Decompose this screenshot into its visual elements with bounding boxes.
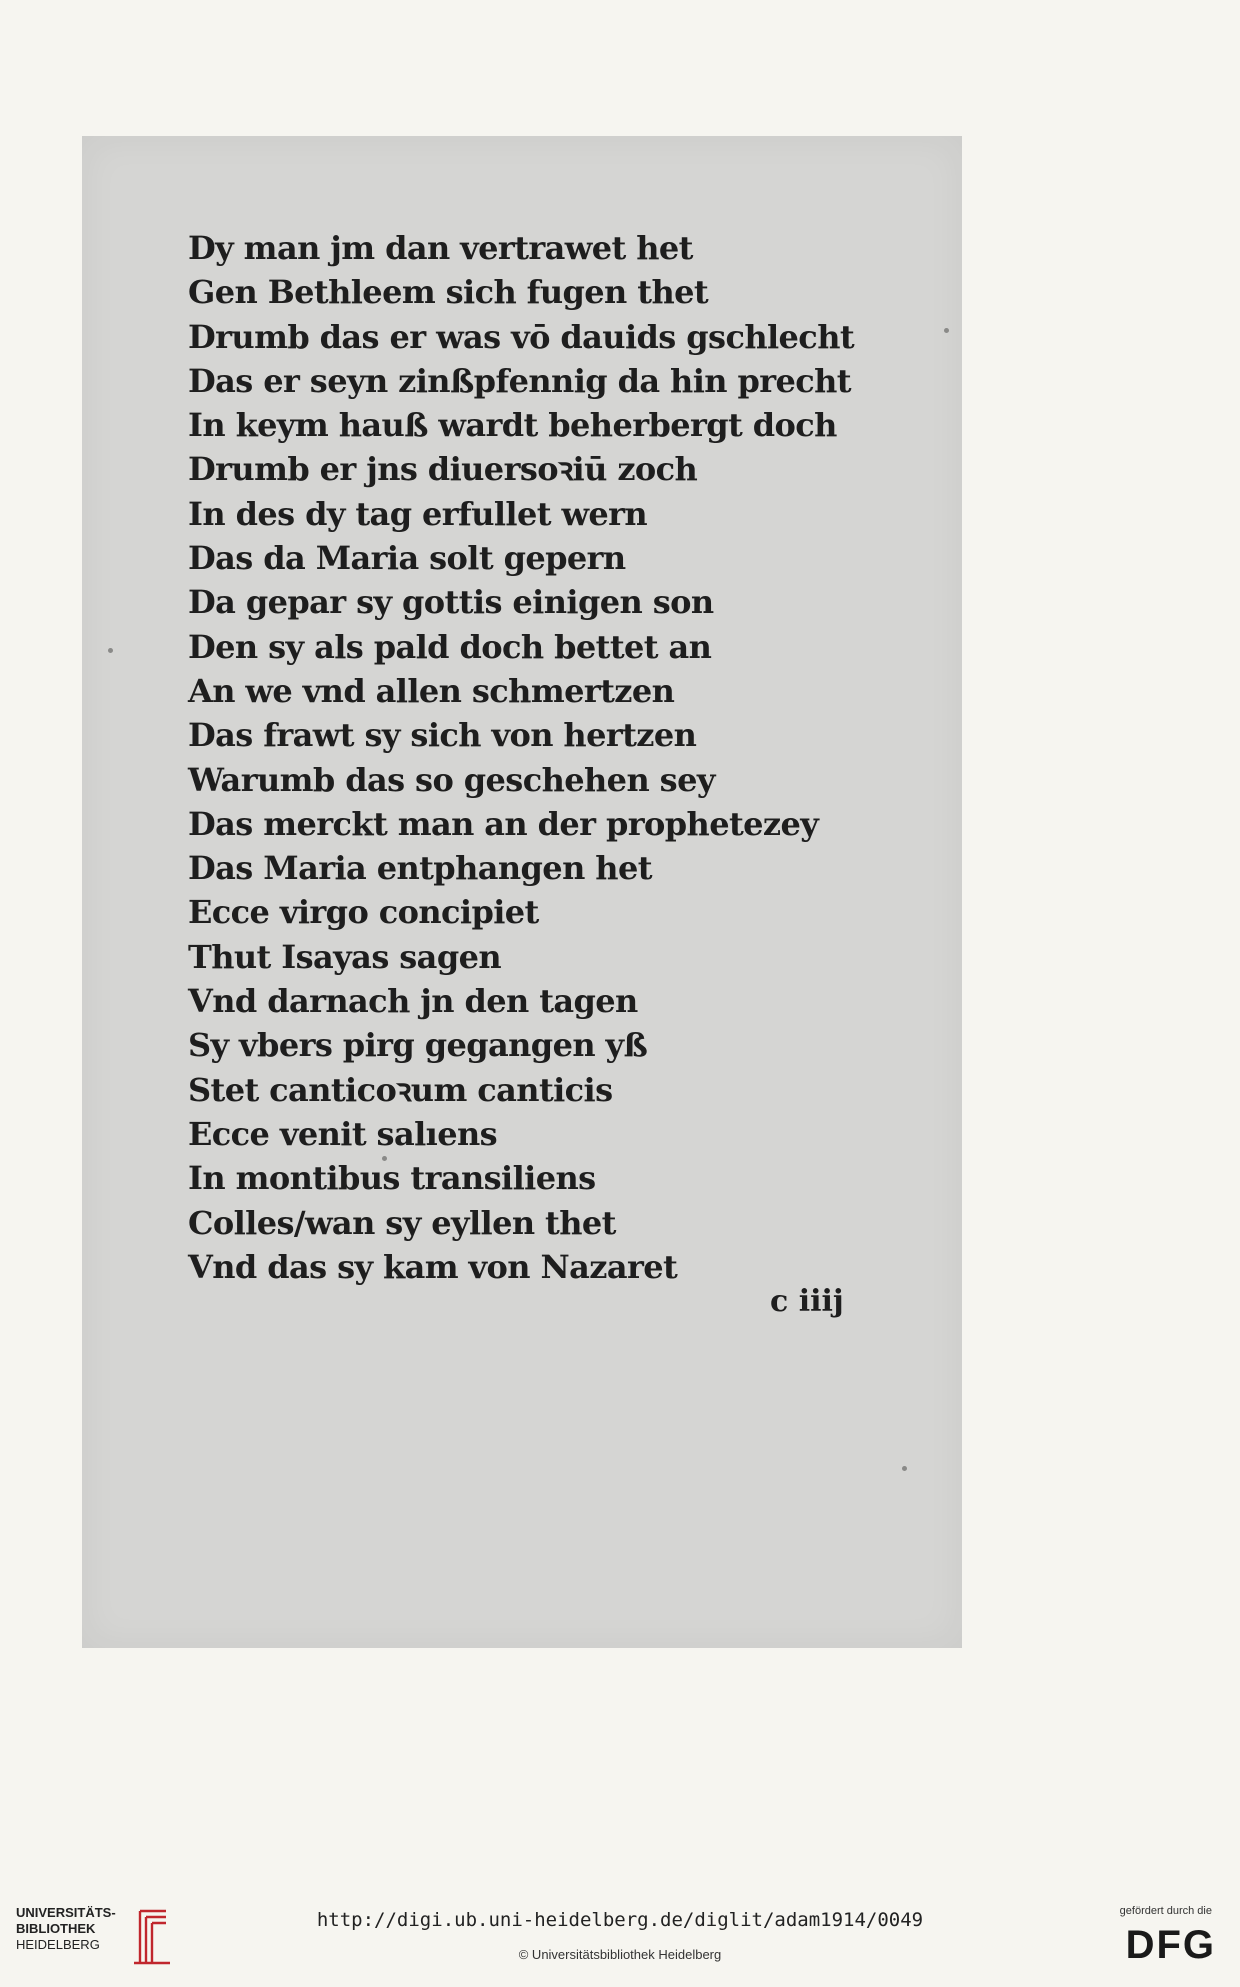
library-name-line3: HEIDELBERG	[16, 1937, 100, 1952]
verse-line: Thut Isayas sagen	[188, 937, 502, 976]
verse-line: Den sy als pald doch bettet an	[188, 627, 712, 666]
verse-line: Das Maria entphangen het	[188, 849, 652, 888]
verse-line: Das merckt man an der prophetezey	[188, 804, 819, 843]
verse-line: Ecce virgo concipiet	[188, 893, 539, 932]
permalink-url[interactable]: http://digi.ub.uni-heidelberg.de/diglit/adam1914/0049	[316, 1909, 924, 1931]
verse-line: Das er seyn zinßpfennig da hin precht	[188, 361, 851, 400]
verse-line: Das da Maria solt gepern	[188, 539, 626, 578]
verse-line: Drumb das er was vō dauids gschlecht	[188, 317, 855, 356]
verse-line: Vnd das sy kam von Nazaret	[188, 1247, 678, 1286]
verse-line: Sy vbers pirg gegangen yß	[188, 1026, 648, 1065]
verse-line: Dy man jm dan vertrawet het	[188, 229, 693, 267]
verse-line: Ecce venit salıens	[188, 1114, 498, 1153]
footer-bar	[0, 1897, 1240, 1987]
ink-speck	[108, 648, 113, 653]
library-name-line1: UNIVERSITÄTS-	[16, 1905, 116, 1920]
verse-line: Drumb er jns diuersoꝛiū zoch	[188, 450, 698, 489]
verse-line: Das frawt sy sich von hertzen	[188, 716, 697, 755]
verse-line: In des dy tag erfullet wern	[188, 494, 648, 533]
ink-speck	[944, 328, 949, 333]
verse-line: Warumb das so geschehen sey	[188, 760, 715, 799]
verse-text	[188, 226, 888, 1289]
funding-note: gefördert durch die	[1119, 1905, 1212, 1917]
verse-line: An we vnd allen schmertzen	[188, 671, 675, 710]
verse-line: Vnd darnach jn den tagen	[188, 982, 638, 1021]
ink-speck	[902, 1466, 907, 1471]
verse-line: In keym hauß wardt beherbergt doch	[188, 406, 837, 445]
verse-line: Colles/wan sy eyllen thet	[188, 1203, 616, 1242]
verse-line: Da gepar sy gottis einigen son	[188, 583, 714, 622]
verse-line: Gen Bethleem sich fugen thet	[188, 273, 709, 312]
library-name-line2: BIBLIOTHEK	[16, 1921, 96, 1936]
signature-mark: c iiij	[770, 1284, 844, 1319]
copyright-notice: © Universitätsbibliothek Heidelberg	[518, 1947, 722, 1962]
verse-line: Stet canticoꝛum canticis	[188, 1070, 613, 1109]
dfg-logo: DFG	[1125, 1923, 1216, 1967]
verse-line: In montibus transiliens	[188, 1159, 596, 1198]
